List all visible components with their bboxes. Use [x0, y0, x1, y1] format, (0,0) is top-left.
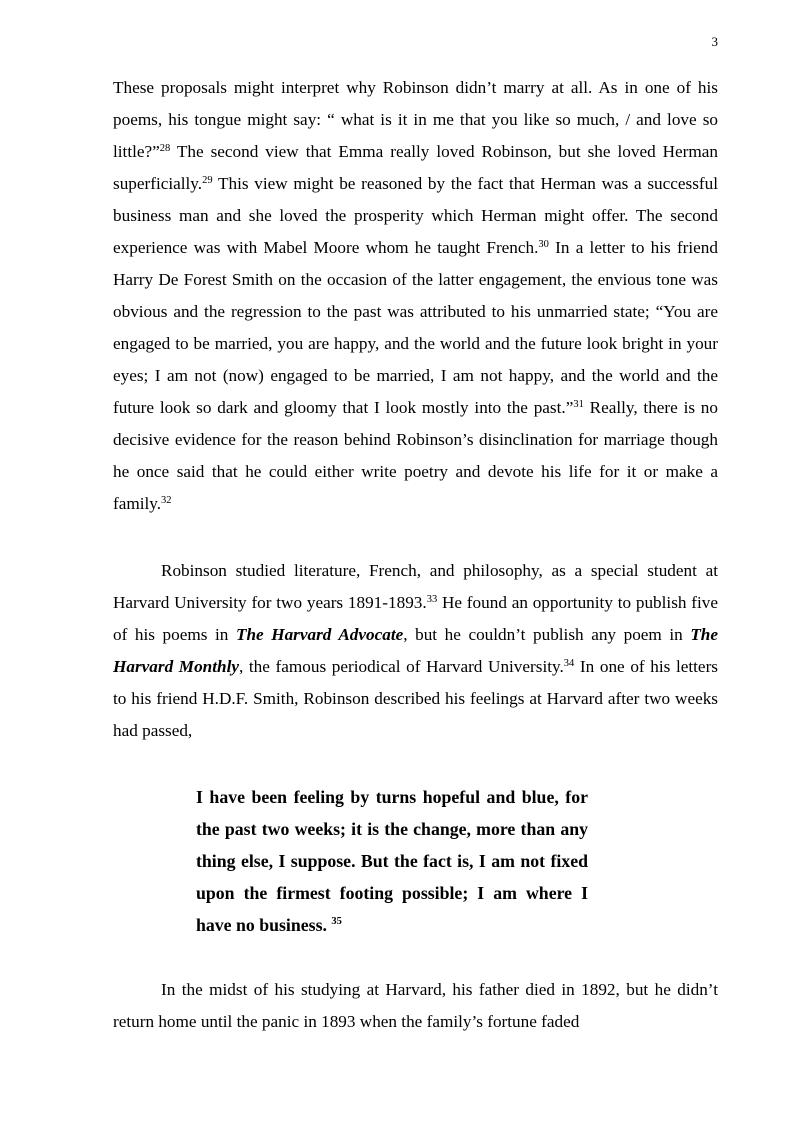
paragraph-text: He found an opportunity to publish five of his poems in [113, 593, 718, 644]
paragraph-text: The second view that Emma really loved Robinson, but she loved Herman superficially. [113, 142, 718, 193]
block-quote [196, 781, 588, 941]
quote-text: I have been feeling by turns hopeful and blue, for the past two weeks; it is the change, more than any thing else, I suppose. But the fact is, I am not fixed upon the firmest footing possible; I am where I have no business. [196, 787, 588, 935]
paragraph-father-death [113, 974, 718, 1038]
paragraph-text: This view might be reasoned by the fact that Herman was a successful business man and she loved the prosperity which Herman might offer. The second experience was with Mabel Moore whom he taught French. [113, 174, 718, 257]
page-number: 3 [711, 34, 718, 49]
footnote-ref-29: 29 [202, 175, 213, 186]
paragraph-marriage [113, 72, 718, 520]
paragraph-text: These proposals might interpret why Robinson didn’t marry at all. As in one of his poems, his tongue might say: “ what is it in me that you like so much, / and love so little?” [113, 78, 718, 161]
paragraph-text: In one of his letters to his friend H.D.F. Smith, Robinson described his feelings at Harvard after two weeks had passed, [113, 657, 718, 740]
paragraph-text: Robinson studied literature, French, and philosophy, as a special student at Harvard University for two years 1891-1893. [113, 561, 718, 612]
paragraph-text: Really, there is no decisive evidence for the reason behind Robinson’s disinclination for marriage though he once said that he could either write poetry and devote his life for it or make a family. [113, 398, 718, 513]
footnote-ref-32: 32 [161, 495, 172, 506]
footnote-ref-30: 30 [538, 239, 549, 250]
periodical-title-monthly: The Harvard Monthly [113, 625, 718, 676]
footnote-ref-34: 34 [563, 658, 575, 669]
footnote-ref-33: 33 [426, 594, 438, 605]
footnote-ref-28: 28 [159, 143, 171, 154]
paragraph-text: , the famous periodical of Harvard University. [238, 657, 564, 676]
paragraph-text: In the midst of his studying at Harvard, his father died in 1892, but he didn’t return home until the panic in 1893 when the family’s fortune faded [113, 980, 718, 1031]
footnote-ref-31: 31 [573, 399, 584, 410]
paragraph-text: In a letter to his friend Harry De Forest Smith on the occasion of the latter engagement, the envious tone was obvious and the regression to the past was attributed to his unmarried state; “You are engaged to be married, you are happy, and the world and the future look bright in your eyes; I am not (now) engaged to be married, I am not happy, and the world and the future look so dark and gloomy that I look mostly into the past.” [113, 238, 718, 417]
paragraph-text: , but he couldn’t publish any poem in [403, 625, 691, 644]
periodical-title-advocate: The Harvard Advocate [235, 625, 404, 644]
footnote-ref-35: 35 [331, 916, 342, 927]
paragraph-harvard [113, 555, 718, 747]
